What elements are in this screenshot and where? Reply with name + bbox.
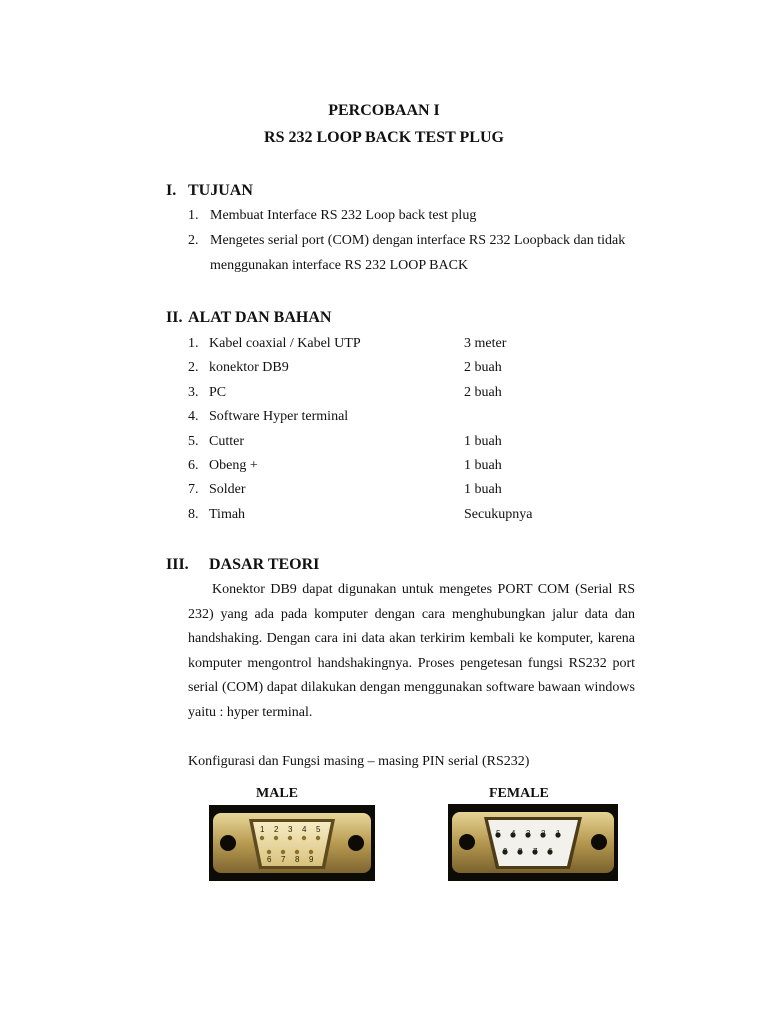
- pin-number-label: 2: [541, 829, 546, 838]
- male-pin: [281, 850, 285, 854]
- list-number: 4.: [188, 409, 199, 425]
- list-number: 2.: [188, 360, 199, 376]
- item-name: konektor DB9: [209, 360, 289, 376]
- list-number: 3.: [188, 384, 199, 400]
- alat-list-item: [188, 336, 588, 354]
- male-db9-connector-image: [209, 805, 375, 881]
- theory-paragraph: [188, 578, 635, 725]
- item-quantity: 1 buah: [464, 482, 502, 498]
- section-heading-alat: [166, 309, 331, 327]
- list-number: 7.: [188, 482, 199, 498]
- section-title: ALAT DAN BAHAN: [188, 309, 332, 326]
- pin-number-label: 3: [526, 829, 531, 838]
- male-pin: [267, 850, 271, 854]
- item-quantity: 3 meter: [464, 336, 507, 351]
- section-title: TUJUAN: [188, 182, 253, 199]
- alat-list-item: [188, 360, 588, 378]
- pin-number-label: 4: [511, 829, 516, 838]
- pin-number-label: 2: [274, 825, 279, 834]
- pin-number-label: 5: [316, 825, 321, 834]
- list-text: Mengetes serial port (COM) dengan interface RS 232 Loopback dan tidak: [210, 233, 626, 248]
- item-name: Solder: [209, 482, 246, 498]
- male-pin: [288, 836, 292, 840]
- item-name: Obeng +: [209, 458, 258, 473]
- section-heading-tujuan: [166, 182, 253, 200]
- pin-number-label: 4: [302, 825, 307, 834]
- pin-number-label: 5: [496, 829, 501, 838]
- item-name: PC: [209, 384, 227, 400]
- alat-list-item: [188, 434, 588, 452]
- pin-number-label: 6: [548, 847, 553, 856]
- male-label: MALE: [256, 786, 298, 801]
- male-pin: [274, 836, 278, 840]
- pin-number-label: 7: [533, 847, 538, 856]
- document-subtitle: RS 232 LOOP BACK TEST PLUG: [264, 129, 504, 146]
- pin-number-label: 9: [309, 855, 314, 864]
- pin-number-label: 8: [518, 847, 523, 856]
- female-label: FEMALE: [489, 786, 549, 801]
- section-heading-teori: [166, 556, 319, 574]
- item-name: Timah: [209, 506, 246, 522]
- list-number: 6.: [188, 458, 199, 473]
- item-name: Cutter: [209, 433, 244, 449]
- section-number: II.: [166, 309, 183, 326]
- pin-number-label: 7: [281, 855, 286, 864]
- item-quantity: 1 buah: [464, 433, 502, 449]
- item-quantity: 2 buah: [464, 360, 502, 376]
- pin-number-label: 3: [288, 825, 293, 834]
- section-number: III.: [166, 556, 189, 573]
- pin-number-label: 9: [503, 847, 508, 856]
- male-pin: [302, 836, 306, 840]
- male-pin: [309, 850, 313, 854]
- alat-list-item: [188, 482, 588, 500]
- alat-list-item: [188, 507, 588, 525]
- alat-list-item: [188, 385, 588, 403]
- item-quantity: 1 buah: [464, 458, 502, 473]
- list-number: 1.: [188, 336, 199, 351]
- pin-config-caption: Konfigurasi dan Fungsi masing – masing PIN serial (RS232): [188, 754, 530, 769]
- list-number: 8.: [188, 506, 199, 522]
- pin-number-label: 1: [556, 829, 561, 838]
- item-quantity: 2 buah: [464, 384, 502, 400]
- list-number: 1.: [188, 208, 199, 223]
- section-title: DASAR TEORI: [209, 556, 320, 573]
- alat-list-item: [188, 458, 588, 476]
- pin-number-label: 8: [295, 855, 300, 864]
- section-number: I.: [166, 182, 177, 199]
- item-name: Software Hyper terminal: [209, 409, 349, 425]
- item-quantity: Secukupnya: [464, 506, 533, 522]
- item-name: Kabel coaxial / Kabel UTP: [209, 336, 361, 351]
- pin-number-label: 6: [267, 855, 272, 864]
- paragraph-text: Konektor DB9 dapat digunakan untuk mengetes PORT COM (Serial RS 232) yang ada pada komputer dengan cara menghubungkan jalur data dan handshaking. Dengan cara ini data akan terkirim kembali ke komputer, karena komputer mengontrol handshakingnya. Proses pengetesan fungsi RS232 port serial (COM) dapat dilakukan dengan menggunakan software bawaan windows yaitu : hyper terminal.: [188, 582, 635, 720]
- male-pin: [295, 850, 299, 854]
- alat-list-item: [188, 409, 588, 427]
- document-title: PERCOBAAN I: [328, 102, 440, 119]
- list-number: 2.: [188, 233, 199, 248]
- list-text: menggunakan interface RS 232 LOOP BACK: [210, 258, 469, 273]
- list-number: 5.: [188, 433, 199, 449]
- female-db9-connector-image: [448, 804, 618, 881]
- list-text: Membuat Interface RS 232 Loop back test plug: [210, 208, 477, 223]
- male-pin: [260, 836, 264, 840]
- pin-number-label: 1: [260, 825, 265, 834]
- male-pin: [316, 836, 320, 840]
